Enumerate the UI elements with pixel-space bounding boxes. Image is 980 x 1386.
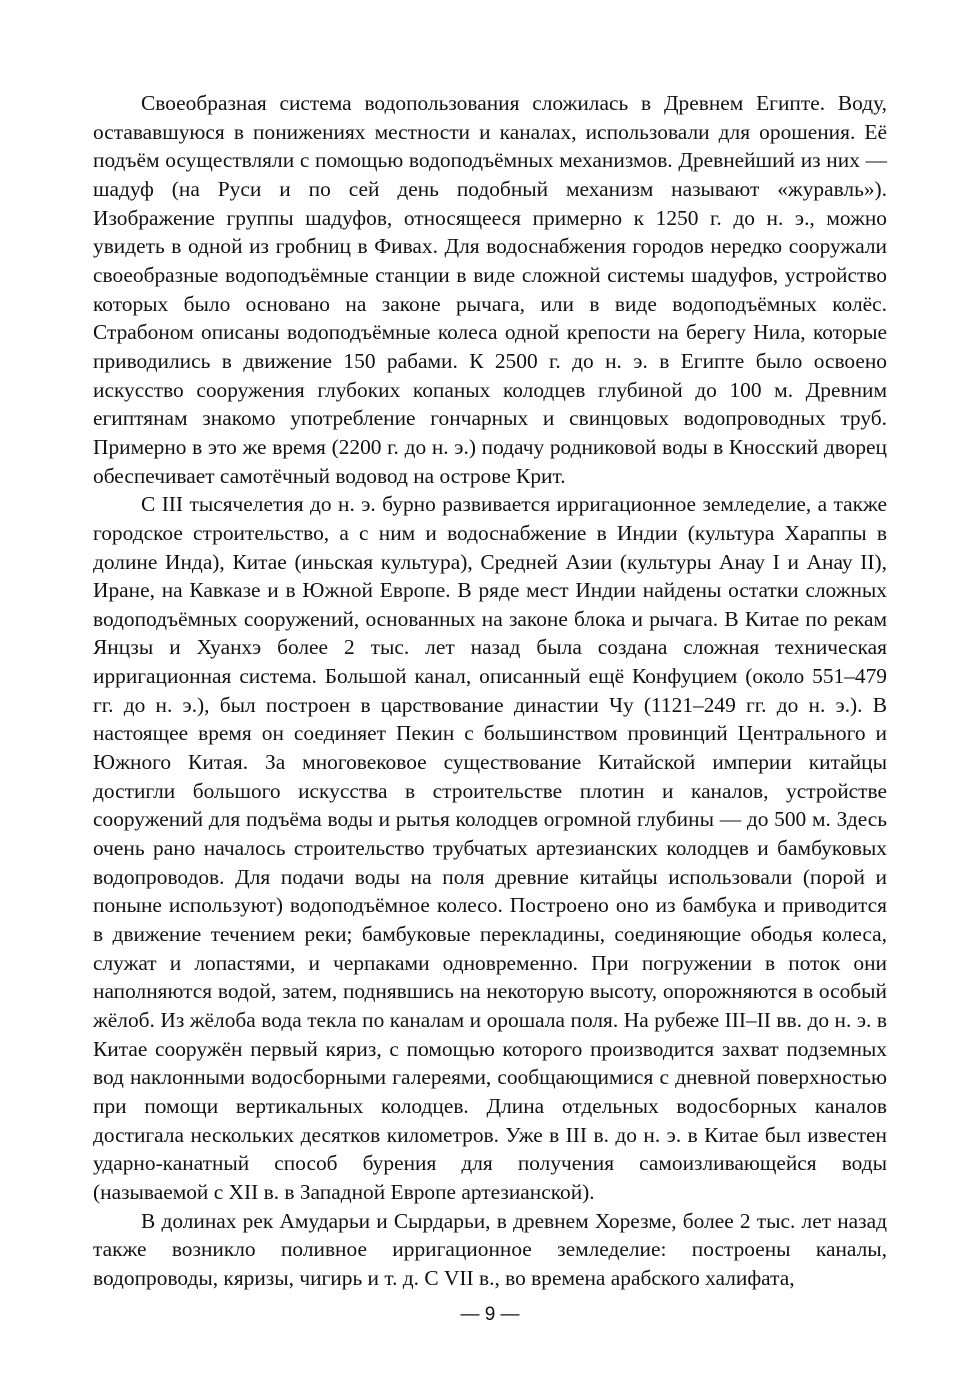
document-body [93, 89, 887, 1293]
page-number: — 9 — [460, 1304, 520, 1325]
paragraph-china: С III тысячелетия до н. э. бурно развивается ирригационное земледелие, а также городское строительство, а с ним и водоснабжение в Индии (культура Хараппы в долине Инда), Китае (иньская культура), Средней Азии (культуры Анау I и Анау II), Иране, на Кавказе и в Южной Европе. В ряде мест Индии найдены остатки сложных водоподъёмных сооружений, основанных на законе блока и рычага. В Китае по рекам Янцзы и Хуанхэ более 2 тыс. лет назад была создана сложная техническая ирригационная система. Большой канал, описанный ещё Конфуцием (около 551–479 гг. до н. э.), был построен в царствование династии Чу (1121–249 гг. до н. э.). В настоящее время он соединяет Пекин с большинством провинций Центрального и Южного Китая. За многовековое существование Китайской империи китайцы достигли большого искусства в строительстве плотин и каналов, устройстве сооружений для подъёма воды и рытья колодцев огромной глубины — до 500 м. Здесь очень рано началось строительство трубчатых артезианских колодцев и бамбуковых водопроводов. Для подачи воды на поля древние китайцы использовали (порой и поныне используют) водоподъёмное колесо. Построено оно из бамбука и приводится в движение течением реки; бамбуковые перекладины, соединяющие ободья колеса, служат и лопастями, и черпаками одновременно. При погружении в поток они наполняются водой, затем, поднявшись на некоторую высоту, опорожняются в особый жёлоб. Из жёлоба вода текла по каналам и орошала поля. На рубеже III–II вв. до н. э. в Китае сооружён первый кяриз, с помощью которого производится захват подземных вод наклонными водосборными галереями, сообщающимися с дневной поверхностью при помощи вертикальных колодцев. Длина отдельных водосборных каналов достигала нескольких десятков километров. Уже в III в. до н. э. в Китае был известен ударно-канатный способ бурения для получения самоизливающейся воды (называемой с XII в. в Западной Европе артезианской). [93, 492, 887, 1204]
paragraph-egypt: Своеобразная система водопользования сложилась в Древнем Египте. Воду, остававшуюся в понижениях местности и каналах, использовали для орошения. Её подъём осуществляли с помощью водоподъёмных механизмов. Древнейший из них — шадуф (на Руси и по сей день подобный механизм называют «журавль»). Изображение группы шадуфов, относящееся примерно к 1250 г. до н. э., можно увидеть в одной из гробниц в Фивах. Для водоснабжения городов нередко сооружали своеобразные водоподъёмные станции в виде сложной системы шадуфов, устройство которых было основано на законе рычага, или в виде водоподъёмных колёс. Страбоном описаны водоподъёмные колеса одной крепости на берегу Нила, которые приводились в движение 150 рабами. К 2500 г. до н. э. в Египте было освоено искусство сооружения глубоких копаных колодцев глубиной до 100 м. Древним египтянам знакомо употребление гончарных и свинцовых водопроводных труб. Примерно в это же время (2200 г. до н. э.) подачу родниковой воды в Кносский дворец обеспечивает самотёчный водовод на острове Крит. [93, 91, 887, 488]
paragraph-khorezm: В долинах рек Амударьи и Сырдарьи, в древнем Хорезме, более 2 тыс. лет назад также возникло поливное ирригационное земледелие: построены каналы, водопроводы, кяризы, чигирь и т. д. С VII в., во времена арабского халифата, [93, 1208, 887, 1290]
